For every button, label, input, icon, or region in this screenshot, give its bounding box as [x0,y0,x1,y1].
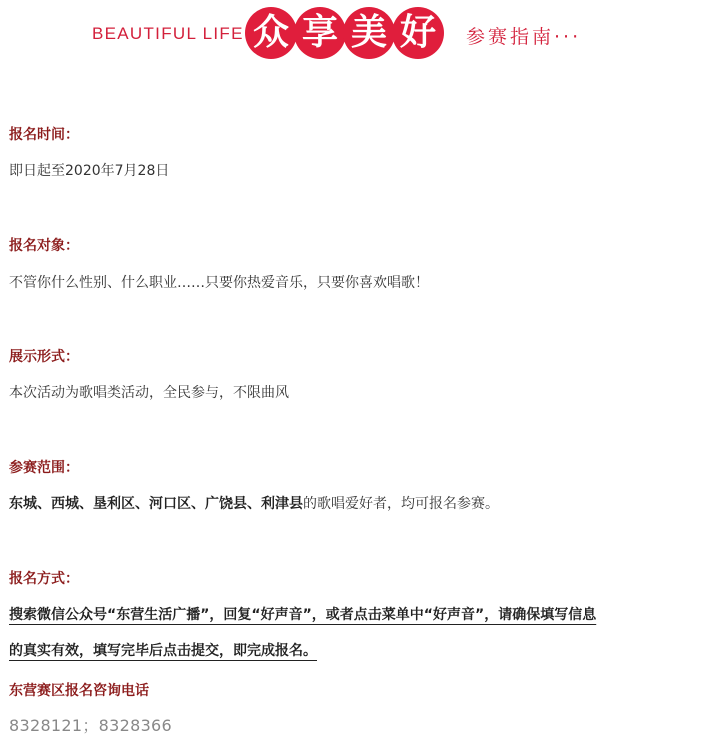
section-text-target: 不管你什么性别、什么职业……只要你热爱音乐，只要你喜欢唱歌！ [9,275,429,291]
header-banner [0,0,706,70]
section-label-method: 报名方式： [9,571,79,587]
method-text-line2: 的真实有效，填写完毕后点击提交，即完成报名。 [9,643,317,659]
contact-phones: 8328121；8328366 [9,716,173,735]
banner-circle-3: 美 [343,7,395,59]
banner-circle-1: 众 [245,7,297,59]
scope-areas: 东城、西城、垦利区、河口区、广饶县、利津县 [9,496,303,512]
banner-english-title: BEAUTIFUL LIFE [92,24,244,43]
banner-circle-2: 享 [294,7,346,59]
contact-label: 东营赛区报名咨询电话 [9,683,149,699]
section-label-time: 报名时间： [9,127,79,143]
scope-rest-text: 的歌唱爱好者，均可报名参赛。 [303,496,499,512]
section-text-time: 即日起至2020年7月28日 [9,163,170,179]
section-label-scope: 参赛范围： [9,460,79,476]
banner-guide-title: 参赛指南··· [466,26,582,48]
method-text-line1: 搜索微信公众号“东营生活广播”，回复“好声音”，或者点击菜单中“好声音”，请确保填写信息 [9,607,597,623]
banner-logo-circles [245,7,441,59]
section-label-form: 展示形式： [9,349,79,365]
section-label-target: 报名对象： [9,238,79,254]
section-text-form: 本次活动为歌唱类活动，全民参与，不限曲风 [9,385,289,401]
banner-circle-4: 好 [392,7,444,59]
section-text-scope [9,493,499,513]
